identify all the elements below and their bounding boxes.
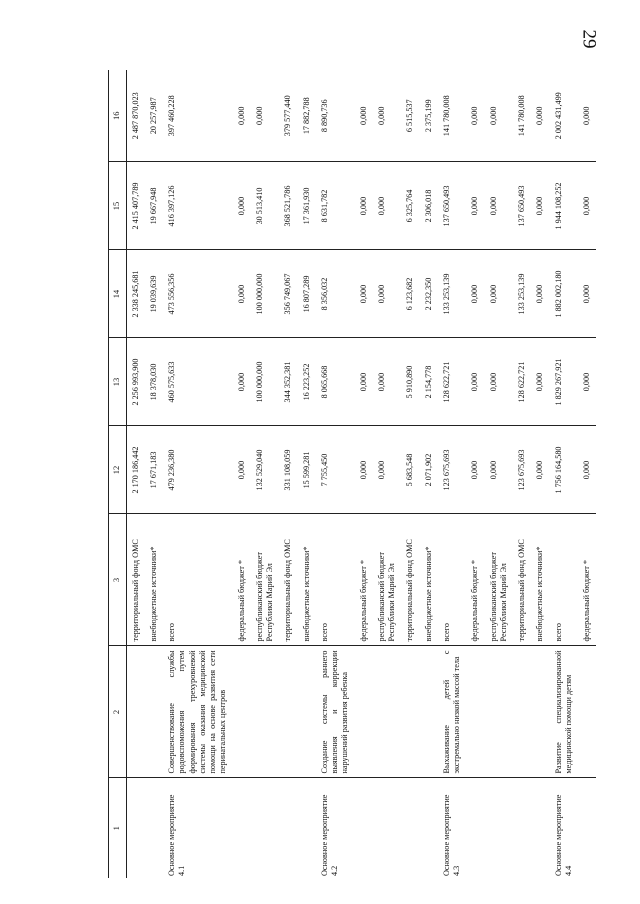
- amount-cell: 0,000: [466, 426, 484, 514]
- amount-cell: 17 361,930: [298, 162, 316, 250]
- measure-description: Выхаживание детей с экстремально низкой массой тела: [438, 646, 467, 778]
- amount-cell: 133 253,139: [438, 250, 467, 338]
- measure-label: [485, 778, 514, 878]
- amount-cell: 128 622,721: [438, 338, 467, 426]
- measure-description: [466, 646, 484, 778]
- amount-cell: 2 071,902: [420, 426, 438, 514]
- measure-description: [126, 646, 145, 778]
- amount-cell: 0,000: [355, 250, 373, 338]
- amount-cell: 8 631,782: [316, 162, 355, 250]
- column-header: 1: [109, 778, 127, 878]
- amount-cell: 0,000: [531, 250, 549, 338]
- funding-source: всего: [438, 514, 467, 646]
- measure-label: [578, 778, 596, 878]
- amount-cell: 344 352,381: [279, 338, 297, 426]
- table-row: [251, 70, 280, 878]
- funding-source: республиканский бюджет Республики Марий Эл: [251, 514, 280, 646]
- amount-cell: 17 671,183: [145, 426, 163, 514]
- amount-cell: 0,000: [251, 70, 280, 162]
- table-row: [373, 70, 402, 878]
- amount-cell: 0,000: [355, 70, 373, 162]
- measure-description: [373, 646, 402, 778]
- amount-cell: 123 675,693: [513, 426, 531, 514]
- column-header: 2: [109, 646, 127, 778]
- amount-cell: 2 338 245,681: [126, 250, 145, 338]
- measure-description: [251, 646, 280, 778]
- funding-source: федеральный бюджет *: [233, 514, 251, 646]
- column-header: 12: [109, 426, 127, 514]
- amount-cell: 17 882,788: [298, 70, 316, 162]
- measure-description: [401, 646, 419, 778]
- amount-cell: 2 487 870,023: [126, 70, 145, 162]
- table-row: [355, 70, 373, 878]
- measure-label: [233, 778, 251, 878]
- funding-source: территориальный фонд ОМС: [401, 514, 419, 646]
- measure-description: [420, 646, 438, 778]
- funding-source: федеральный бюджет *: [355, 514, 373, 646]
- amount-cell: 100 000,000: [251, 250, 280, 338]
- amount-cell: 0,000: [355, 338, 373, 426]
- amount-cell: 0,000: [485, 70, 514, 162]
- amount-cell: 0,000: [233, 250, 251, 338]
- amount-cell: 0,000: [466, 70, 484, 162]
- measure-description: [279, 646, 297, 778]
- amount-cell: 0,000: [233, 426, 251, 514]
- measure-description: [485, 646, 514, 778]
- amount-cell: 2 375,199: [420, 70, 438, 162]
- amount-cell: 137 650,493: [438, 162, 467, 250]
- amount-cell: 0,000: [531, 70, 549, 162]
- amount-cell: 19 667,948: [145, 162, 163, 250]
- measure-description: [298, 646, 316, 778]
- measure-label: [513, 778, 531, 878]
- column-header: 13: [109, 338, 127, 426]
- table-row: [279, 70, 297, 878]
- amount-cell: 1 944 108,252: [550, 162, 579, 250]
- table-body: [126, 70, 596, 878]
- amount-cell: 0,000: [233, 70, 251, 162]
- measure-label: Основное мероприятие 4.4: [553, 794, 573, 876]
- amount-cell: 100 000,000: [251, 338, 280, 426]
- amount-cell: 5 683,548: [401, 426, 419, 514]
- amount-cell: 0,000: [373, 70, 402, 162]
- measure-label: Основное мероприятие 4.1: [167, 794, 187, 876]
- measure-label: [126, 778, 145, 878]
- amount-cell: 128 622,721: [513, 338, 531, 426]
- amount-cell: 1 829 267,921: [550, 338, 579, 426]
- amount-cell: 356 749,067: [279, 250, 297, 338]
- funding-source: всего: [550, 514, 579, 646]
- amount-cell: 19 039,639: [145, 250, 163, 338]
- amount-cell: 0,000: [373, 338, 402, 426]
- table-row: [126, 70, 145, 878]
- funding-source: республиканский бюджет Республики Марий Эл: [485, 514, 514, 646]
- measure-label: [531, 778, 549, 878]
- amount-cell: 397 460,228: [163, 70, 233, 162]
- table-header: [109, 70, 127, 878]
- amount-cell: 8 890,736: [316, 70, 355, 162]
- amount-cell: 0,000: [485, 426, 514, 514]
- funding-source: внебюджетные источники*: [145, 514, 163, 646]
- amount-cell: 132 529,040: [251, 426, 280, 514]
- amount-cell: 0,000: [578, 250, 596, 338]
- measure-label: [251, 778, 280, 878]
- amount-cell: 0,000: [355, 162, 373, 250]
- amount-cell: 368 521,786: [279, 162, 297, 250]
- amount-cell: 16 807,289: [298, 250, 316, 338]
- amount-cell: 2 170 186,442: [126, 426, 145, 514]
- table-row: [578, 70, 596, 878]
- amount-cell: 0,000: [485, 162, 514, 250]
- amount-cell: 123 675,693: [438, 426, 467, 514]
- measure-label: [145, 778, 163, 878]
- measure-description: Развитие специализированной медицинской помощи детям: [550, 646, 579, 778]
- table-row: [513, 70, 531, 878]
- measure-description: [513, 646, 531, 778]
- amount-cell: 379 577,440: [279, 70, 297, 162]
- table-row: [163, 70, 233, 878]
- column-header: 16: [109, 70, 127, 162]
- measure-label: [355, 778, 373, 878]
- amount-cell: 6 515,537: [401, 70, 419, 162]
- measure-label: [466, 778, 484, 878]
- amount-cell: 460 575,633: [163, 338, 233, 426]
- page-number: 29: [578, 29, 600, 49]
- table-row: [298, 70, 316, 878]
- amount-cell: 8 356,032: [316, 250, 355, 338]
- funding-source: территориальный фонд ОМС: [279, 514, 297, 646]
- amount-cell: 0,000: [373, 162, 402, 250]
- amount-cell: 0,000: [531, 426, 549, 514]
- funding-source: территориальный фонд ОМС: [513, 514, 531, 646]
- amount-cell: 331 108,059: [279, 426, 297, 514]
- amount-cell: 0,000: [355, 426, 373, 514]
- measure-label: [373, 778, 402, 878]
- amount-cell: 18 378,030: [145, 338, 163, 426]
- budget-table: [108, 70, 596, 878]
- measure-label: Основное мероприятие 4.2: [319, 794, 339, 876]
- measure-description: [578, 646, 596, 778]
- measure-label: [420, 778, 438, 878]
- measure-description: Создание системы раннего выявления и коррекции нарушений развития ребенка: [316, 646, 355, 778]
- amount-cell: 20 257,987: [145, 70, 163, 162]
- table-row: [550, 70, 579, 878]
- funding-source: внебюджетные источники*: [420, 514, 438, 646]
- amount-cell: 1 882 002,180: [550, 250, 579, 338]
- amount-cell: 6 325,764: [401, 162, 419, 250]
- funding-source: республиканский бюджет Республики Марий Эл: [373, 514, 402, 646]
- amount-cell: 473 556,356: [163, 250, 233, 338]
- measure-description: [531, 646, 549, 778]
- table-row: [401, 70, 419, 878]
- amount-cell: 0,000: [578, 70, 596, 162]
- funding-source: территориальный фонд ОМС: [126, 514, 145, 646]
- table-row: [438, 70, 467, 878]
- amount-cell: 2 002 431,499: [550, 70, 579, 162]
- amount-cell: 7 755,450: [316, 426, 355, 514]
- amount-cell: 141 780,008: [438, 70, 467, 162]
- column-header: 15: [109, 162, 127, 250]
- measure-description: [145, 646, 163, 778]
- amount-cell: 30 513,410: [251, 162, 280, 250]
- amount-cell: 141 780,008: [513, 70, 531, 162]
- table-row: [145, 70, 163, 878]
- measure-label: [279, 778, 297, 878]
- amount-cell: 0,000: [485, 250, 514, 338]
- amount-cell: 2 415 407,789: [126, 162, 145, 250]
- amount-cell: 0,000: [578, 338, 596, 426]
- funding-source: внебюджетные источники*: [531, 514, 549, 646]
- amount-cell: 5 910,890: [401, 338, 419, 426]
- table-row: [316, 70, 355, 878]
- amount-cell: 0,000: [466, 338, 484, 426]
- column-header: 14: [109, 250, 127, 338]
- amount-cell: 1 756 164,580: [550, 426, 579, 514]
- funding-source: всего: [316, 514, 355, 646]
- funding-source: всего: [163, 514, 233, 646]
- funding-source: внебюджетные источники*: [298, 514, 316, 646]
- measure-description: [233, 646, 251, 778]
- amount-cell: 0,000: [233, 162, 251, 250]
- amount-cell: 6 123,682: [401, 250, 419, 338]
- measure-label: Основное мероприятие 4.3: [441, 794, 461, 876]
- measure-description: Совершенствование службы родовспоможения путем формирования трехуровневой системы оказания медицинской помощи на основе развития сети перинатальных центров: [163, 646, 233, 778]
- amount-cell: 0,000: [466, 250, 484, 338]
- amount-cell: 0,000: [373, 250, 402, 338]
- amount-cell: 137 650,493: [513, 162, 531, 250]
- measure-label: [298, 778, 316, 878]
- amount-cell: 0,000: [233, 338, 251, 426]
- amount-cell: 0,000: [466, 162, 484, 250]
- measure-description: [355, 646, 373, 778]
- amount-cell: 16 223,252: [298, 338, 316, 426]
- table-row: [466, 70, 484, 878]
- table-row: [531, 70, 549, 878]
- amount-cell: 2 232,350: [420, 250, 438, 338]
- funding-source: федеральный бюджет *: [578, 514, 596, 646]
- amount-cell: 0,000: [531, 338, 549, 426]
- table-row: [485, 70, 514, 878]
- amount-cell: 0,000: [485, 338, 514, 426]
- amount-cell: 0,000: [373, 426, 402, 514]
- amount-cell: 8 065,668: [316, 338, 355, 426]
- rotated-table-canvas: [108, 70, 628, 878]
- table-row: [420, 70, 438, 878]
- amount-cell: 2 306,018: [420, 162, 438, 250]
- amount-cell: 0,000: [578, 162, 596, 250]
- column-header: 3: [109, 514, 127, 646]
- amount-cell: 416 397,126: [163, 162, 233, 250]
- measure-label: [401, 778, 419, 878]
- amount-cell: 15 599,281: [298, 426, 316, 514]
- amount-cell: 133 253,139: [513, 250, 531, 338]
- funding-source: федеральный бюджет *: [466, 514, 484, 646]
- amount-cell: 479 236,380: [163, 426, 233, 514]
- table-row: [233, 70, 251, 878]
- amount-cell: 2 256 993,900: [126, 338, 145, 426]
- amount-cell: 0,000: [578, 426, 596, 514]
- amount-cell: 0,000: [531, 162, 549, 250]
- amount-cell: 2 154,778: [420, 338, 438, 426]
